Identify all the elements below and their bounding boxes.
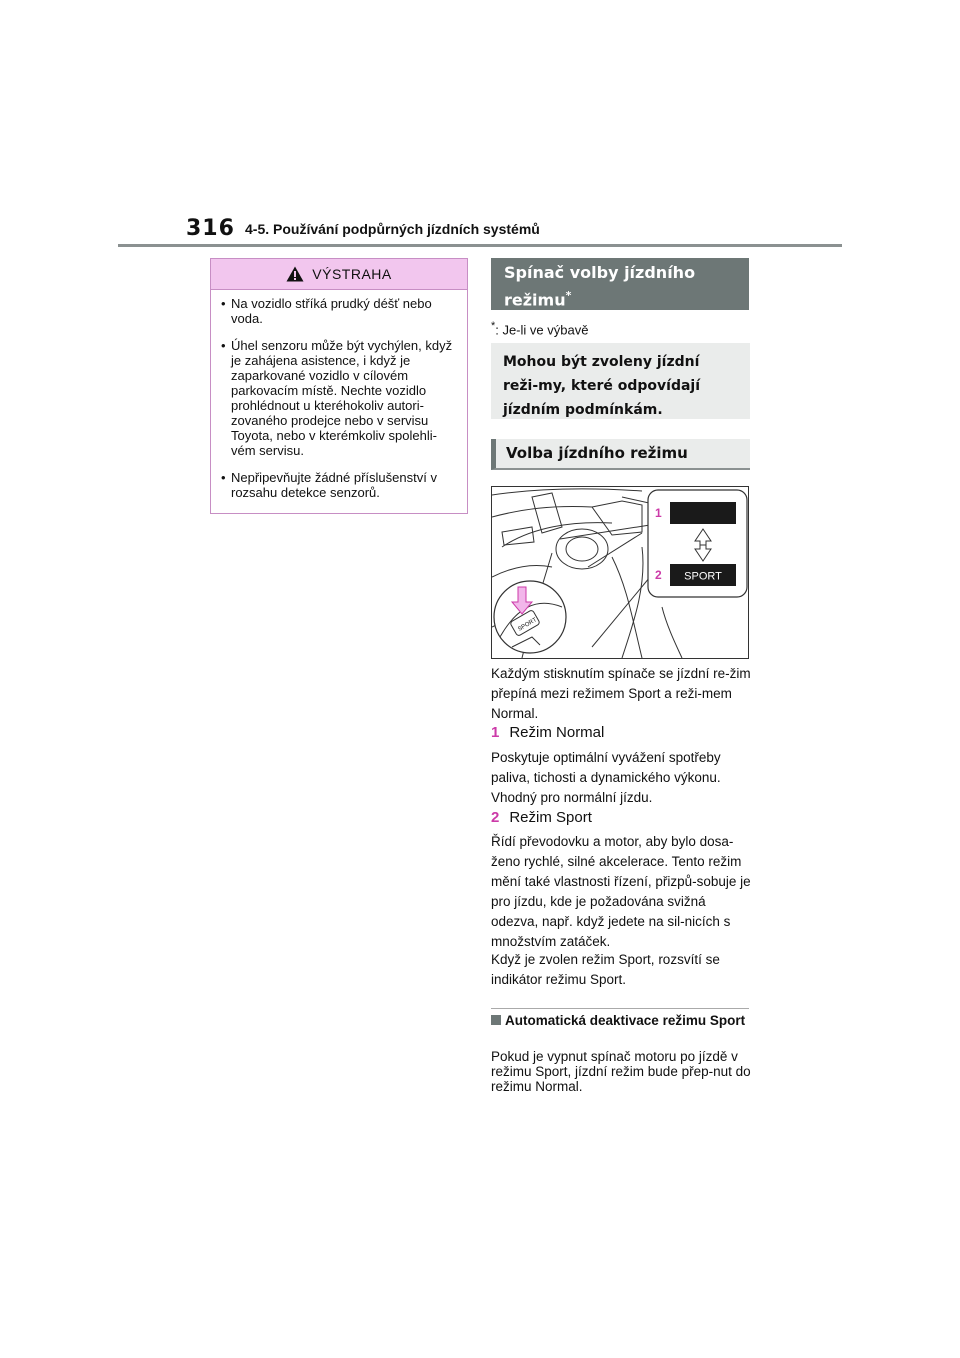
switch-label: SPORT <box>517 617 539 633</box>
warning-item: • Na vozidlo stříká prudký déšť nebo voda. <box>221 296 459 326</box>
auto-deactivation-title-text: Automatická deaktivace režimu Sport <box>505 1013 746 1028</box>
footnote-text: : Je-li ve výbavě <box>495 322 589 338</box>
mode-name: Režim Sport <box>509 809 592 826</box>
mode-heading-normal <box>491 724 604 741</box>
section-title-mark: * <box>565 289 572 302</box>
warning-item: • Nepřipevňujte žádné příslušenství v rozsahu detekce senzorů. <box>221 470 457 500</box>
mode-number: 2 <box>491 809 500 826</box>
warning-item: • Úhel senzoru může být vychýlen, když je zahájena asistence, i když je zaparkované vozidlo v cílovém parkovacím místě. Nechte vozidlo prohlédnout u kteréhokoliv autori-zovaného prodejce nebo v servisu Toyota, nebo v kterémkoliv spolehli-vém servisu. <box>221 338 461 458</box>
auto-deactivation-title <box>491 1013 749 1028</box>
warning-icon <box>286 266 304 282</box>
warning-header <box>211 259 467 290</box>
dashboard-illustration <box>492 487 748 658</box>
subsection-title: Volba jízdního režimu <box>491 439 750 470</box>
sport-button-label: SPORT <box>684 570 722 583</box>
divider <box>491 1008 749 1009</box>
header-rule <box>118 244 842 247</box>
mode-number: 1 <box>491 724 500 741</box>
section-title <box>491 258 749 310</box>
page-number: 316 <box>186 216 235 241</box>
figure-drive-mode-switch <box>491 486 749 659</box>
footnote <box>491 320 588 337</box>
normal-indicator <box>670 502 736 524</box>
callout-1: 1 <box>655 506 662 520</box>
square-bullet-icon <box>491 1015 501 1025</box>
mode-heading-sport <box>491 809 592 826</box>
section-title-line1: Spínač volby jízdního <box>504 263 696 282</box>
mode-description: Každým stisknutím spínače se jízdní re-žim přepíná mezi režimem Sport a reži-mem Normal. <box>491 666 751 721</box>
warning-box <box>210 258 468 514</box>
auto-deactivation-text: Pokud je vypnut spínač motoru po jízdě v režimu Sport, jízdní režim bude přep-nut do režimu Normal. <box>491 1049 751 1094</box>
footnote-mark: * <box>491 320 496 332</box>
warning-list <box>211 290 467 500</box>
intro-box: Mohou být zvoleny jízdní reži-my, které odpovídají jízdním podmínkám. <box>491 343 750 419</box>
mode-name: Režim Normal <box>509 724 605 741</box>
chapter-title: 4-5. Používání podpůrných jízdních systémů <box>245 221 540 237</box>
mode-text-sport: Řídí převodovku a motor, aby bylo dosa-ženo rychlé, silné akcelerace. Tento režim mění také vlastnosti řízení, přizpů-sobuje je pro jízdu, kde je požadována svižná odezva, např. když jedete na sil-nicích s množstvím zatáček. <box>491 834 751 949</box>
mode-text-normal: Poskytuje optimální vyvážení spotřeby paliva, tichosti a dynamického výkonu. Vhodný pro normální jízdu. <box>491 750 721 805</box>
callout-2: 2 <box>655 568 662 582</box>
warning-title: VÝSTRAHA <box>312 266 392 282</box>
section-title-line2: režimu <box>504 290 566 310</box>
sport-note: Když je zvolen režim Sport, rozsvítí se indikátor režimu Sport. <box>491 952 720 987</box>
